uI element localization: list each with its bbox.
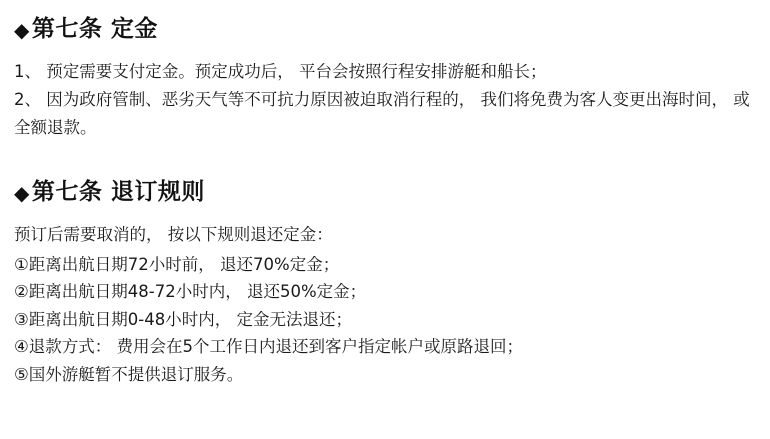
section-heading-text: 第七条 定金 [31, 16, 158, 42]
refund-item: ②距离出航日期48-72小时内， 退还50%定金； [14, 282, 367, 302]
deposit-body [14, 58, 756, 143]
section-heading-refund [14, 179, 756, 207]
section-heading-deposit [14, 16, 756, 44]
section-heading-text: 第七条 退订规则 [31, 178, 205, 205]
diamond-bullet-icon: ◆ [14, 17, 30, 42]
refund-intro: 预订后需要取消的， 按以下规则退还定金： [14, 225, 333, 245]
deposit-line-1: 1、 预定需要支付定金。预定成功后， 平台会按照行程安排游艇和船长； [14, 61, 547, 81]
refund-item: ④退款方式： 费用会在5个工作日内退还到客户指定帐户或原路退回； [14, 337, 524, 357]
diamond-bullet-icon: ◆ [14, 180, 30, 205]
refund-item: ①距离出航日期72小时前， 退还70%定金； [14, 255, 340, 274]
section-refund-rules [14, 179, 756, 388]
refund-item: ③距离出航日期0-48小时内， 定金无法退还； [14, 309, 352, 329]
section-spacer [14, 147, 756, 173]
deposit-line-2: 2、 因为政府管制、恶劣天气等不可抗力原因被迫取消行程的， 我们将免费为客人变更出海时间， 或全额退款。 [14, 89, 750, 138]
section-deposit [14, 16, 756, 143]
refund-item: ⑤国外游艇暂不提供退订服务。 [14, 364, 244, 384]
